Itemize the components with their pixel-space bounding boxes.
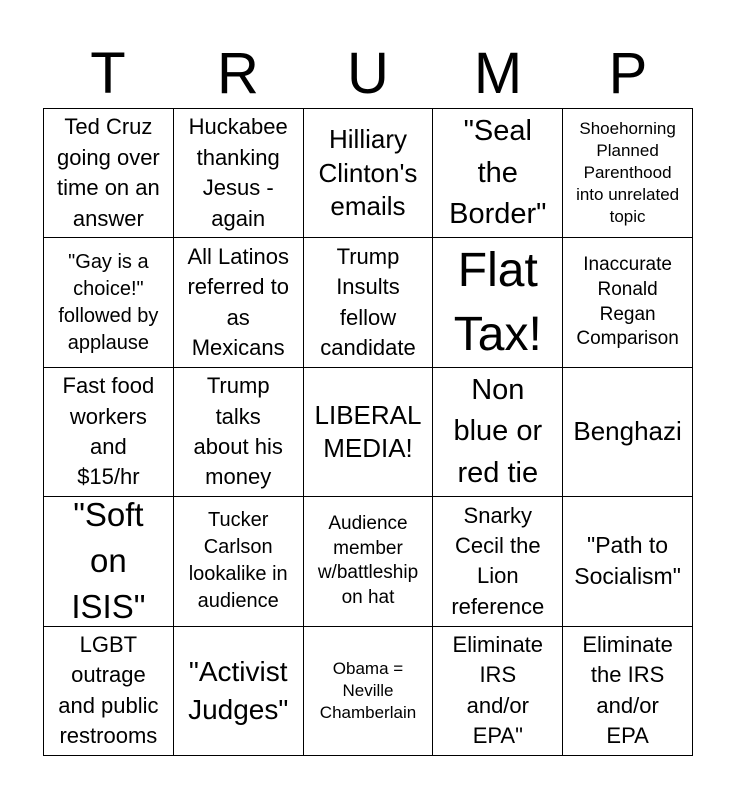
bingo-cell[interactable]: [304, 368, 434, 497]
cell-text: Hilliary Clinton's emails: [318, 124, 418, 221]
bingo-cell[interactable]: [174, 627, 304, 756]
cell-text: Eliminate the IRS and/or EPA: [582, 632, 673, 749]
header-letter-m: M: [473, 41, 523, 106]
bingo-cell[interactable]: [433, 238, 563, 367]
bingo-cell[interactable]: [563, 497, 693, 626]
cell-text: LGBT outrage and public restrooms: [58, 632, 159, 749]
bingo-cell[interactable]: [563, 627, 693, 756]
cell-text: Fast food workers and $15/hr: [62, 373, 155, 490]
bingo-cell[interactable]: [563, 109, 693, 238]
bingo-cell[interactable]: [304, 627, 434, 756]
bingo-cell[interactable]: [174, 109, 304, 238]
bingo-cell[interactable]: [304, 109, 434, 238]
cell-text: "Soft on ISIS": [71, 497, 146, 626]
cell-text: Non blue or red tie: [453, 374, 543, 489]
bingo-header: [43, 40, 693, 108]
cell-text: Tucker Carlson lookalike in audience: [188, 509, 288, 613]
bingo-cell[interactable]: [433, 497, 563, 626]
bingo-cell[interactable]: [44, 109, 174, 238]
cell-text: Ted Cruz going over time on an answer: [57, 114, 160, 231]
cell-text: "Seal the Border": [449, 115, 547, 230]
bingo-cell[interactable]: [44, 497, 174, 626]
cell-text: "Path to Socialism": [574, 532, 681, 590]
cell-text: All Latinos referred to as Mexicans: [187, 243, 289, 360]
bingo-board: [43, 108, 693, 756]
header-letter-t: T: [90, 41, 126, 106]
cell-text: "Activist Judges": [188, 656, 289, 725]
bingo-cell[interactable]: [433, 627, 563, 756]
cell-text: Trump talks about his money: [193, 373, 283, 490]
bingo-cell[interactable]: [174, 497, 304, 626]
bingo-cell[interactable]: [174, 238, 304, 367]
cell-text: "Gay is a choice!" followed by applause: [58, 250, 159, 354]
cell-text: Huckabee thanking Jesus - again: [188, 114, 288, 231]
cell-text: Flat Tax!: [453, 244, 542, 361]
bingo-cell[interactable]: [433, 109, 563, 238]
bingo-cell[interactable]: [44, 368, 174, 497]
cell-text: Snarky Cecil the Lion reference: [451, 502, 545, 619]
bingo-cell[interactable]: [304, 497, 434, 626]
cell-text: Eliminate IRS and/or EPA": [452, 632, 544, 749]
bingo-cell[interactable]: [44, 627, 174, 756]
bingo-cell[interactable]: [174, 368, 304, 497]
cell-text: Trump Insults fellow candidate: [320, 243, 416, 360]
bingo-cell[interactable]: [44, 238, 174, 367]
cell-text: Obama = Neville Chamberlain: [319, 658, 417, 722]
bingo-cell[interactable]: [563, 368, 693, 497]
bingo-cell[interactable]: [563, 238, 693, 367]
bingo-cell[interactable]: [433, 368, 563, 497]
cell-text: Inaccurate Ronald Regan Comparison: [576, 254, 679, 350]
cell-text: LIBERAL MEDIA!: [314, 399, 422, 463]
cell-text: Shoehorning Planned Parenthood into unrelated topic: [576, 118, 680, 227]
header-letter-u: U: [347, 41, 389, 106]
cell-text: Audience member w/battleship on hat: [317, 513, 419, 609]
header-letter-r: R: [217, 41, 259, 106]
cell-text: Benghazi: [573, 416, 682, 447]
header-letter-p: P: [608, 41, 648, 106]
bingo-cell[interactable]: [304, 238, 434, 367]
